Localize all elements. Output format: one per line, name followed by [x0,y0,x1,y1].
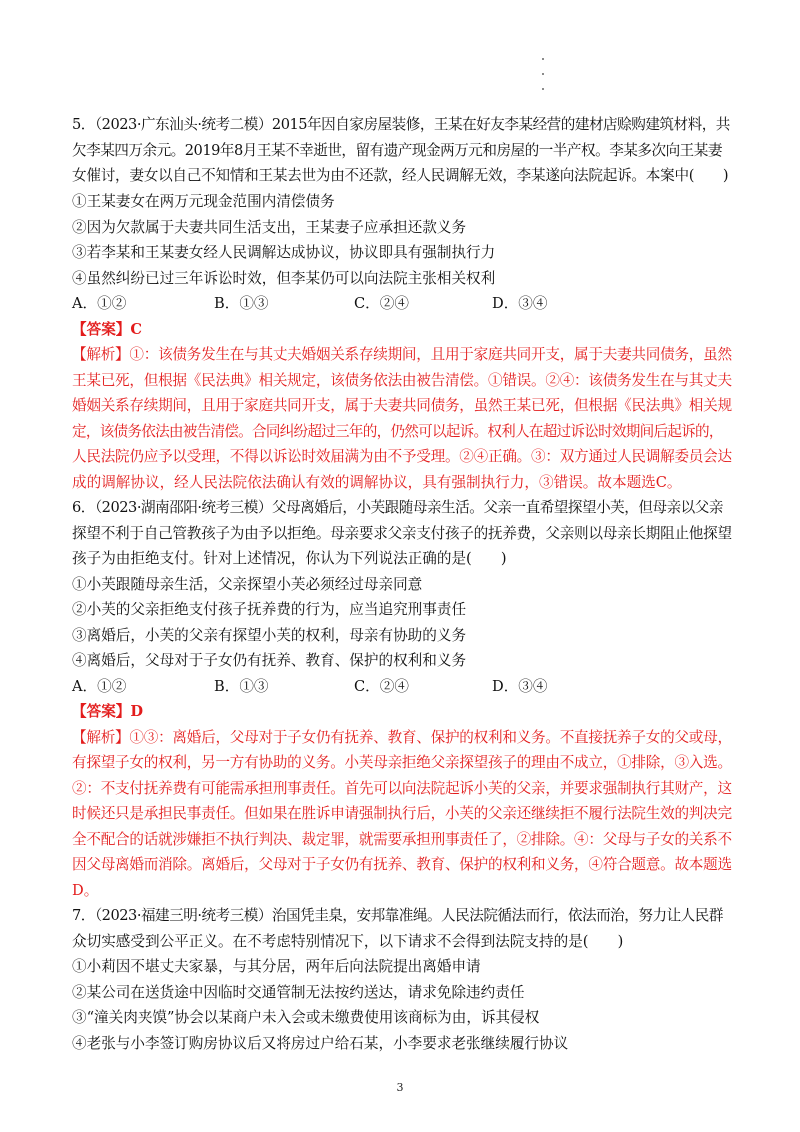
q6-analysis-line: 有探望子女的权利，另一方有协助的义务。小芙母亲拒绝父亲探望孩子的理由不成立，①排除，③入选。 [72,754,732,771]
q5-answer: 【答案】C [72,321,142,338]
q6-analysis-line: 因父母离婚而消除。离婚后，父母对于子女仍有抚养、教育、保护的权利和义务，④符合题意。故本题选 [72,856,732,873]
q5-analysis-line: 定，该债务依法由被告清偿。合同纠纷超过三年的，仍然可以起诉。权利人在超过诉讼时效期间后起诉的， [72,423,723,440]
q6-option-a: A．①② [72,678,127,695]
q5-option-b: B．①③ [214,295,269,312]
q6-statement: ①小芙跟随母亲生活，父亲探望小芙必须经过母亲同意 [72,576,423,593]
q6-answer: 【答案】D [72,703,144,720]
q6-option-c: C．②④ [354,678,409,695]
q6-analysis-line: 全不配合的话就涉嫌拒不执行判决、裁定罪，就需要承担刑事责任了，②排除。④：父母与子女的关系不 [72,831,732,848]
q6-stem-line: 6．（2023·湖南邵阳·统考三模）父母离婚后，小芙跟随母亲生活。父亲一直希望探望小芙，但母亲以父亲 [72,499,723,516]
q7-statement: ④老张与小李签订购房协议后又将房过户给石某，小李要求老张继续履行协议 [72,1035,569,1052]
q5-statement: ③若李某和王某妻女经人民调解达成协议，协议即具有强制执行力 [72,244,496,261]
q6-options [72,677,732,697]
q6-analysis-line: ②：不支付抚养费有可能需承担刑事责任。首先可以向法院起诉小芙的父亲，并要求强制执行其财产，这 [72,780,732,797]
q7-stem-line: 众切实感受到公平正义。在不考虑特别情况下，以下请求不会得到法院支持的是( ) [72,933,624,950]
q6-option-b: B．①③ [214,678,269,695]
q7-stem-line: 7．（2023·福建三明·统考三模）治国凭圭臬，安邦靠准绳。人民法院循法而行，依法而治，努力让人民群 [72,907,723,924]
q6-stem-line: 孩子为由拒绝支付。针对上述情况，你认为下列说法正确的是( ) [72,550,507,567]
q5-analysis-line: 成的调解协议，经人民法院依法确认有效的调解协议，具有强制执行力，③错误。故本题选C。 [72,474,682,491]
q6-analysis-line: 时候还只是承担民事责任。但如果在胜诉申请强制执行后，小芙的父亲还继续拒不履行法院生效的判决完 [72,805,732,822]
q5-option-d: D．③④ [492,295,548,312]
q5-statement: ④虽然纠纷已过三年诉讼时效，但李某仍可以向法院主张相关权利 [72,270,496,287]
q5-stem-line: 欠李某四万余元。2019年8月王某不幸逝世，留有遗产现金两万元和房屋的一半产权。李某多次向王某妻 [72,142,722,159]
q5-stem-line: 女催讨，妻女以自己不知情和王某去世为由不还款，经人民调解无效，李某遂向法院起诉。本案中( ) [72,167,729,184]
q5-option-c: C．②④ [354,295,409,312]
q6-option-d: D．③④ [492,678,548,695]
q5-analysis-line: 婚姻关系存续期间，且用于家庭共同开支，属于夫妻共同债务，虽然王某已死，但根据《民法典》相关规 [72,397,732,414]
q6-statement: ③离婚后，小芙的父亲有探望小芙的权利，母亲有协助的义务 [72,627,467,644]
q6-statement: ④离婚后，父母对于子女仍有抚养、教育、保护的权利和义务 [72,652,467,669]
q5-option-a: A．①② [72,295,127,312]
q5-analysis-line: 王某已死，但根据《民法典》相关规定，该债务依法由被告清偿。①错误。②④：该债务发生在与其丈夫 [72,372,732,389]
q7-statement: ③“潼关肉夹馍”协会以某商户未入会或未缴费使用该商标为由，诉其侵权 [72,1009,540,1026]
q5-analysis-line: 人民法院仍应予以受理，不得以诉讼时效届满为由不予受理。②④正确。③：双方通过人民调解委员会达 [72,448,732,465]
q7-statement: ②某公司在送货途中因临时交通管制无法按约送达，请求免除违约责任 [72,984,525,1001]
q6-stem-line: 探望不利于自己管教孩子为由予以拒绝。母亲要求父亲支付孩子的抚养费，父亲则以母亲长期阻止他探望 [72,525,732,542]
q6-analysis-line: 【解析】①③：离婚后，父母对于子女仍有抚养、教育、保护的权利和义务。不直接抚养子女的父或母， [72,729,732,746]
page-number: 3 [396,1081,404,1094]
q5-stem-line: 5．（2023·广东汕头·统考二模）2015年因自家房屋装修，王某在好友李某经营的建材店赊购建筑材料，共 [72,116,730,133]
q6-analysis-line: D。 [72,882,99,899]
q5-analysis-line: 【解析】①：该债务发生在与其丈夫婚姻关系存续期间，且用于家庭共同开支，属于夫妻共同债务，虽然 [72,346,732,363]
decorative-dots [541,58,547,103]
q5-statement: ①王某妻女在两万元现金范围内清偿债务 [72,193,335,210]
q6-statement: ②小芙的父亲拒绝支付孩子抚养费的行为，应当追究刑事责任 [72,601,467,618]
q5-options [72,294,732,314]
q7-statement: ①小莉因不堪丈夫家暴，与其分居，两年后向法院提出离婚申请 [72,958,481,975]
q5-statement: ②因为欠款属于夫妻共同生活支出，王某妻子应承担还款义务 [72,219,467,236]
